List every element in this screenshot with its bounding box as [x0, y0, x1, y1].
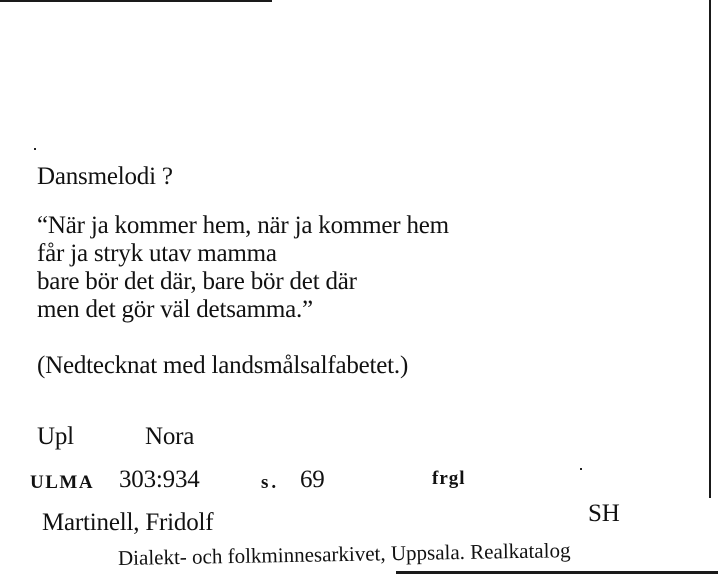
card-right-edge [709, 0, 711, 498]
scan-speck [580, 468, 582, 470]
recording-note: (Nedtecknat med landsmålsalfabetet.) [37, 352, 409, 379]
archive-footer: Dialekt- och folkminnesarkivet, Uppsala. Realkatalog [117, 538, 571, 570]
page-label: s. [261, 472, 280, 493]
verse-line-4: men det gör väl detsamma.” [37, 296, 313, 323]
place-name: Nora [145, 423, 195, 450]
verse-line-2: får ja stryk utav mamma [37, 240, 277, 267]
page-number: 69 [300, 466, 325, 493]
verse-line-3: bare bör det där, bare bör det där [37, 268, 357, 295]
verse-block [37, 212, 449, 324]
initials: SH [588, 500, 620, 527]
scan-speck [34, 148, 36, 150]
card-top-edge [0, 0, 272, 2]
archive-number: 303:934 [119, 466, 200, 493]
province-code: Upl [37, 423, 74, 450]
card-title: Dansmelodi ? [37, 163, 173, 190]
category-code: frgl [432, 468, 466, 489]
card-bottom-edge [396, 571, 718, 574]
archive-label: ULMA [30, 472, 95, 493]
verse-line-1: “När ja kommer hem, när ja kommer hem [37, 212, 449, 239]
recorder-name: Martinell, Fridolf [42, 509, 214, 536]
